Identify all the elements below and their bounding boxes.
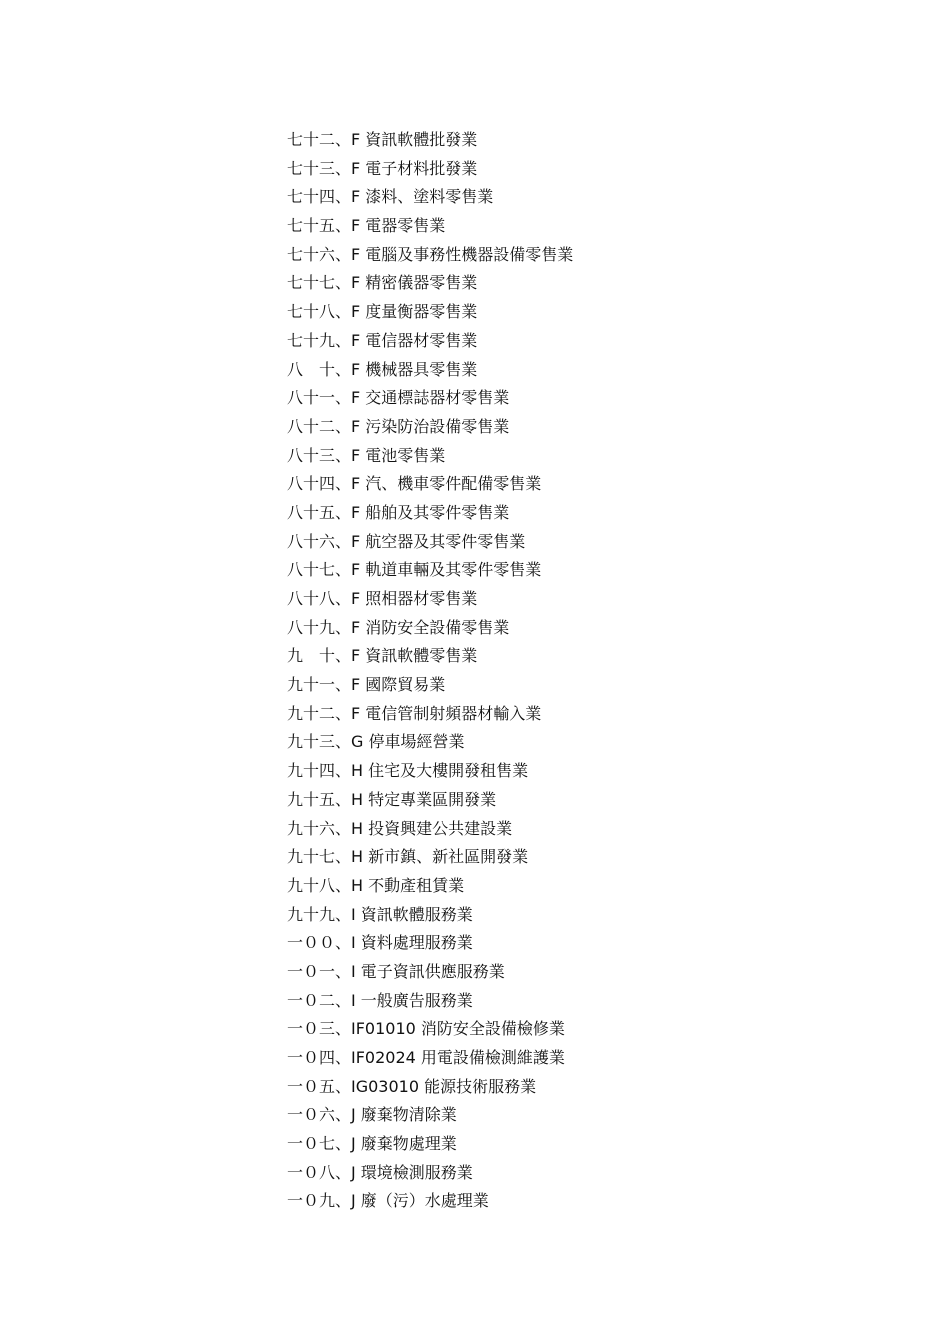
list-item: 八十六、F 航空器及其零件零售業 xyxy=(287,531,526,551)
list-item: 九十二、F 電信管制射頻器材輸入業 xyxy=(287,703,542,723)
list-item: 九 十、F 資訊軟體零售業 xyxy=(287,646,478,666)
list-item: 七十七、F 精密儀器零售業 xyxy=(287,273,478,293)
list-item: 八十三、F 電池零售業 xyxy=(287,445,446,465)
list-item: 一０五、IG03010 能源技術服務業 xyxy=(287,1076,537,1096)
list-item: 八十四、F 汽、機車零件配備零售業 xyxy=(287,474,542,494)
list-item: 八十二、F 污染防治設備零售業 xyxy=(287,416,510,436)
list-item: 一０九、J 廢（污）水處理業 xyxy=(287,1191,489,1211)
list-item: 七十八、F 度量衡器零售業 xyxy=(287,302,478,322)
list-item: 八十七、F 軌道車輛及其零件零售業 xyxy=(287,560,542,580)
list-item: 一０一、I 電子資訊供應服務業 xyxy=(287,961,505,981)
list-item: 一００、I 資料處理服務業 xyxy=(287,933,473,953)
list-item: 九十五、H 特定專業區開發業 xyxy=(287,789,497,809)
list-item: 一０七、J 廢棄物處理業 xyxy=(287,1134,457,1154)
business-item-list xyxy=(287,126,573,1216)
list-item: 七十四、F 漆料、塗料零售業 xyxy=(287,187,494,207)
list-item: 九十四、H 住宅及大樓開發租售業 xyxy=(287,761,529,781)
list-item: 一０六、J 廢棄物清除業 xyxy=(287,1105,457,1125)
list-item: 九十六、H 投資興建公共建設業 xyxy=(287,818,513,838)
list-item: 七十三、F 電子材料批發業 xyxy=(287,158,478,178)
list-item: 一０八、J 環境檢測服務業 xyxy=(287,1162,473,1182)
list-item: 九十七、H 新市鎮、新社區開發業 xyxy=(287,847,529,867)
list-item: 一０二、I 一般廣告服務業 xyxy=(287,990,473,1010)
list-item: 八十一、F 交通標誌器材零售業 xyxy=(287,388,510,408)
list-item: 九十一、F 國際貿易業 xyxy=(287,675,446,695)
list-item: 七十五、F 電器零售業 xyxy=(287,216,446,236)
list-item: 八 十、F 機械器具零售業 xyxy=(287,359,478,379)
list-item: 九十三、G 停車場經營業 xyxy=(287,732,465,752)
list-item: 八十八、F 照相器材零售業 xyxy=(287,589,478,608)
list-item: 七十九、F 電信器材零售業 xyxy=(287,330,478,350)
list-item: 一０四、IF02024 用電設備檢測維護業 xyxy=(287,1048,565,1067)
list-item: 七十六、F 電腦及事務性機器設備零售業 xyxy=(287,244,574,264)
list-item: 一０三、IF01010 消防安全設備檢修業 xyxy=(287,1019,565,1039)
list-item: 七十二、F 資訊軟體批發業 xyxy=(287,130,478,149)
list-item: 九十八、H 不動產租賃業 xyxy=(287,875,465,895)
list-item: 八十九、F 消防安全設備零售業 xyxy=(287,617,510,637)
list-item: 九十九、I 資訊軟體服務業 xyxy=(287,904,473,924)
list-item: 八十五、F 船舶及其零件零售業 xyxy=(287,502,510,522)
